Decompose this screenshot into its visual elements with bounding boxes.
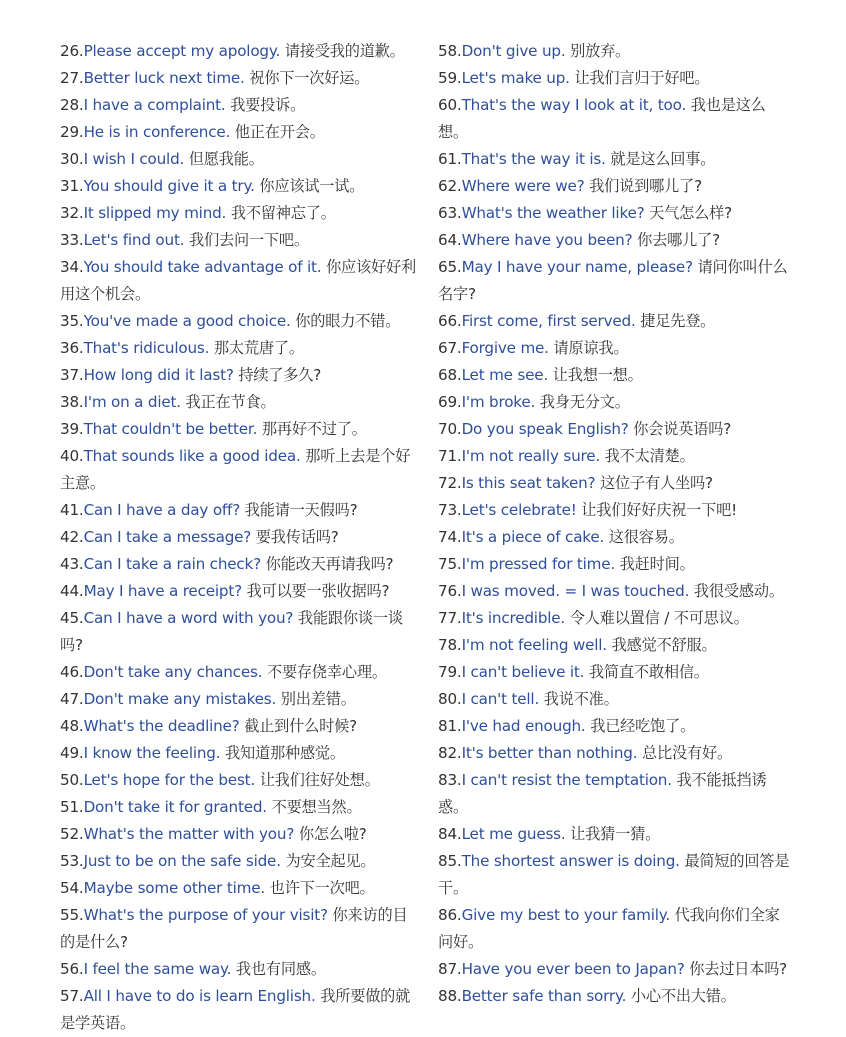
phrase-number: 44. xyxy=(60,582,84,600)
phrase-chinese: 你来访的目的是什么? xyxy=(60,906,408,951)
phrase-item xyxy=(438,713,790,740)
phrase-english: He is in conference. xyxy=(83,123,231,141)
phrase-english: I can't resist the temptation. xyxy=(461,771,672,789)
phrase-english: It's better than nothing. xyxy=(461,744,638,762)
phrase-number: 63. xyxy=(438,204,462,222)
phrase-number: 73. xyxy=(438,501,462,519)
phrase-item xyxy=(60,578,416,605)
phrase-item xyxy=(438,254,790,308)
phrase-english: Let's hope for the best. xyxy=(83,771,256,789)
phrase-item xyxy=(60,254,416,308)
phrase-english: I've had enough. xyxy=(461,717,586,735)
phrase-item xyxy=(438,227,790,254)
phrase-english: Maybe some other time. xyxy=(83,879,265,897)
phrase-number: 62. xyxy=(438,177,462,195)
phrase-english: I was moved. = I was touched. xyxy=(461,582,690,600)
phrase-chinese: 我感觉不舒服。 xyxy=(611,636,717,654)
phrase-item xyxy=(60,92,416,119)
phrase-chinese: 我不太清楚。 xyxy=(604,447,695,465)
phrase-english: You should take advantage of it. xyxy=(83,258,322,276)
phrase-english: The shortest answer is doing. xyxy=(461,852,680,870)
phrase-chinese: 你会说英语吗? xyxy=(633,420,732,438)
phrase-chinese: 要我传话吗? xyxy=(255,528,339,546)
phrase-english: Just to be on the safe side. xyxy=(83,852,281,870)
phrase-item xyxy=(60,119,416,146)
phrase-chinese: 祝你下一次好运。 xyxy=(249,69,370,87)
phrase-item xyxy=(60,551,416,578)
phrase-chinese: 为安全起见。 xyxy=(285,852,376,870)
phrase-chinese: 不要想当然。 xyxy=(271,798,362,816)
phrase-number: 51. xyxy=(60,798,84,816)
phrase-number: 72. xyxy=(438,474,462,492)
phrase-number: 71. xyxy=(438,447,462,465)
phrase-english: May I have a receipt? xyxy=(83,582,242,600)
phrase-chinese: 我要投诉。 xyxy=(230,96,306,114)
phrase-english: I'm broke. xyxy=(461,393,536,411)
phrase-number: 32. xyxy=(60,204,84,222)
phrase-item xyxy=(60,659,416,686)
phrase-number: 52. xyxy=(60,825,84,843)
phrase-number: 64. xyxy=(438,231,462,249)
phrase-item xyxy=(60,65,416,92)
phrase-number: 53. xyxy=(60,852,84,870)
phrase-number: 81. xyxy=(438,717,462,735)
phrase-item xyxy=(438,659,790,686)
phrase-chinese: 别出差错。 xyxy=(280,690,356,708)
phrase-chinese: 但愿我能。 xyxy=(188,150,264,168)
phrase-english: Can I take a message? xyxy=(83,528,252,546)
phrase-number: 33. xyxy=(60,231,84,249)
phrase-chinese: 天气怎么样? xyxy=(649,204,732,222)
phrase-number: 66. xyxy=(438,312,462,330)
phrase-chinese: 他正在开会。 xyxy=(234,123,325,141)
phrase-number: 39. xyxy=(60,420,84,438)
phrase-item xyxy=(438,578,790,605)
phrase-number: 54. xyxy=(60,879,84,897)
phrase-number: 65. xyxy=(438,258,462,276)
phrase-number: 82. xyxy=(438,744,462,762)
phrase-chinese: 我知道那种感觉。 xyxy=(225,744,345,762)
phrase-number: 37. xyxy=(60,366,84,384)
phrase-item xyxy=(438,389,790,416)
phrase-chinese: 最简短的回答是干。 xyxy=(438,852,790,897)
phrase-english: Give my best to your family. xyxy=(461,906,670,924)
phrase-chinese: 也许下一次吧。 xyxy=(269,879,375,897)
phrase-english: Where were we? xyxy=(461,177,585,195)
phrase-number: 38. xyxy=(60,393,84,411)
phrase-chinese: 我能跟你谈一谈吗? xyxy=(60,609,403,654)
phrase-english: You should give it a try. xyxy=(83,177,255,195)
phrase-number: 74. xyxy=(438,528,462,546)
phrase-english: I have a complaint. xyxy=(83,96,226,114)
phrase-chinese: 我赶时间。 xyxy=(619,555,695,573)
phrase-chinese: 我们说到哪儿了? xyxy=(589,177,702,195)
phrase-item xyxy=(438,335,790,362)
phrase-chinese: 我身无分文。 xyxy=(539,393,630,411)
phrase-number: 83. xyxy=(438,771,462,789)
phrase-english: It slipped my mind. xyxy=(83,204,227,222)
phrase-chinese: 我能请一天假吗? xyxy=(244,501,358,519)
phrase-item xyxy=(60,362,416,389)
phrase-number: 29. xyxy=(60,123,84,141)
phrase-number: 42. xyxy=(60,528,84,546)
phrase-english: That's ridiculous. xyxy=(83,339,210,357)
phrase-english: I'm not feeling well. xyxy=(461,636,607,654)
phrase-number: 59. xyxy=(438,69,462,87)
phrase-english: What's the purpose of your visit? xyxy=(83,906,328,924)
phrase-item xyxy=(60,956,416,983)
phrase-number: 79. xyxy=(438,663,462,681)
phrase-english: It's incredible. xyxy=(461,609,566,627)
phrase-item xyxy=(60,497,416,524)
phrase-number: 67. xyxy=(438,339,462,357)
phrase-number: 80. xyxy=(438,690,462,708)
phrase-item xyxy=(438,65,790,92)
phrase-chinese: 让我想一想。 xyxy=(552,366,643,384)
phrase-chinese: 那听上去是个好主意。 xyxy=(60,447,411,492)
phrase-number: 46. xyxy=(60,663,84,681)
phrase-item xyxy=(60,686,416,713)
phrase-item xyxy=(438,470,790,497)
phrase-chinese: 我简直不敢相信。 xyxy=(588,663,709,681)
phrase-chinese: 那太荒唐了。 xyxy=(213,339,304,357)
phrase-english: Don't give up. xyxy=(461,42,566,60)
phrase-number: 75. xyxy=(438,555,462,573)
phrase-item xyxy=(60,983,416,1037)
phrase-number: 78. xyxy=(438,636,462,654)
phrase-item xyxy=(438,632,790,659)
phrase-english: I know the feeling. xyxy=(83,744,221,762)
phrase-item xyxy=(60,227,416,254)
phrase-item xyxy=(438,740,790,767)
phrase-chinese: 不要存侥幸心理。 xyxy=(266,663,387,681)
phrase-chinese: 让我猜一猜。 xyxy=(570,825,661,843)
phrase-number: 50. xyxy=(60,771,84,789)
phrase-number: 49. xyxy=(60,744,84,762)
phrase-number: 28. xyxy=(60,96,84,114)
phrase-item xyxy=(438,956,790,983)
phrase-item xyxy=(60,146,416,173)
phrase-item xyxy=(60,875,416,902)
phrase-item xyxy=(60,173,416,200)
phrase-english: Have you ever been to Japan? xyxy=(461,960,685,978)
phrase-chinese: 别放弃。 xyxy=(570,42,631,60)
phrase-english: Let's celebrate! xyxy=(461,501,577,519)
phrase-number: 86. xyxy=(438,906,462,924)
phrase-number: 35. xyxy=(60,312,84,330)
phrase-number: 30. xyxy=(60,150,84,168)
phrase-number: 87. xyxy=(438,960,462,978)
phrase-chinese: 你能改天再请我吗? xyxy=(265,555,394,573)
phrase-english: I'm on a diet. xyxy=(83,393,181,411)
phrase-item xyxy=(60,821,416,848)
phrase-chinese: 请问你叫什么名字? xyxy=(438,258,788,303)
phrase-english: You've made a good choice. xyxy=(83,312,291,330)
phrase-number: 84. xyxy=(438,825,462,843)
phrase-english: Better safe than sorry. xyxy=(461,987,627,1005)
phrase-english: That's the way it is. xyxy=(461,150,606,168)
phrase-number: 56. xyxy=(60,960,84,978)
phrase-item xyxy=(60,416,416,443)
phrase-item xyxy=(60,740,416,767)
phrase-chinese: 我也是这么想。 xyxy=(438,96,766,141)
phrase-english: I can't believe it. xyxy=(461,663,585,681)
phrase-number: 36. xyxy=(60,339,84,357)
phrase-english: Let me see. xyxy=(461,366,549,384)
phrase-number: 57. xyxy=(60,987,84,1005)
phrase-number: 85. xyxy=(438,852,462,870)
phrase-item xyxy=(438,686,790,713)
phrase-english: That couldn't be better. xyxy=(83,420,258,438)
phrase-item xyxy=(438,983,790,1010)
phrase-number: 60. xyxy=(438,96,462,114)
phrase-english: Can I take a rain check? xyxy=(83,555,262,573)
phrase-chinese: 总比没有好。 xyxy=(642,744,732,762)
phrase-english: What's the weather like? xyxy=(461,204,645,222)
phrase-english: May I have your name, please? xyxy=(461,258,693,276)
phrase-english: How long did it last? xyxy=(83,366,234,384)
phrase-item xyxy=(60,794,416,821)
phrase-item xyxy=(438,416,790,443)
phrase-chinese: 我正在节食。 xyxy=(185,393,276,411)
phrase-item xyxy=(438,308,790,335)
phrase-chinese: 截止到什么时候? xyxy=(244,717,357,735)
phrase-english: Better luck next time. xyxy=(83,69,245,87)
phrase-number: 70. xyxy=(438,420,462,438)
phrase-english: Can I have a word with you? xyxy=(83,609,294,627)
phrase-chinese: 你应该试一试。 xyxy=(259,177,365,195)
phrase-chinese: 你怎么啦? xyxy=(298,825,367,843)
phrase-number: 34. xyxy=(60,258,84,276)
phrase-chinese: 我们去问一下吧。 xyxy=(188,231,309,249)
phrase-chinese: 你应该好好利用这个机会。 xyxy=(60,258,416,303)
phrase-item xyxy=(438,497,790,524)
phrase-english: I can't tell. xyxy=(461,690,540,708)
phrase-number: 55. xyxy=(60,906,84,924)
phrase-chinese: 你去过日本吗? xyxy=(689,960,788,978)
phrase-number: 68. xyxy=(438,366,462,384)
phrase-english: Where have you been? xyxy=(461,231,633,249)
phrase-item xyxy=(438,200,790,227)
phrase-item xyxy=(438,821,790,848)
phrase-chinese: 小心不出大错。 xyxy=(630,987,736,1005)
phrase-item xyxy=(60,335,416,362)
phrase-item xyxy=(60,308,416,335)
phrase-item xyxy=(438,848,790,902)
phrase-item xyxy=(438,524,790,551)
phrase-chinese: 我所要做的就是学英语。 xyxy=(60,987,411,1032)
phrase-english: That sounds like a good idea. xyxy=(83,447,301,465)
phrase-number: 47. xyxy=(60,690,84,708)
phrase-chinese: 捷足先登。 xyxy=(640,312,716,330)
phrase-english: Don't take it for granted. xyxy=(83,798,267,816)
phrase-chinese: 请原谅我。 xyxy=(553,339,629,357)
phrase-chinese: 这位子有人坐吗? xyxy=(600,474,713,492)
phrase-number: 41. xyxy=(60,501,84,519)
phrase-item xyxy=(438,173,790,200)
phrase-item xyxy=(438,38,790,65)
phrase-chinese: 我可以要一张收据吗? xyxy=(246,582,390,600)
phrase-item xyxy=(60,713,416,740)
phrase-chinese: 代我向你们全家问好。 xyxy=(438,906,780,951)
phrase-number: 58. xyxy=(438,42,462,60)
phrase-chinese: 就是这么回事。 xyxy=(610,150,716,168)
phrase-english: What's the deadline? xyxy=(83,717,240,735)
phrase-english: Is this seat taken? xyxy=(461,474,596,492)
phrase-chinese: 我说不准。 xyxy=(543,690,619,708)
phrase-english: I'm not really sure. xyxy=(461,447,600,465)
phrase-english: Forgive me. xyxy=(461,339,549,357)
phrase-item xyxy=(60,767,416,794)
phrase-item xyxy=(438,767,790,821)
phrase-english: Do you speak English? xyxy=(461,420,629,438)
phrase-chinese: 持续了多久? xyxy=(238,366,322,384)
phrase-item xyxy=(438,605,790,632)
phrase-chinese: 你去哪儿了? xyxy=(637,231,720,249)
phrase-number: 77. xyxy=(438,609,462,627)
phrase-number: 76. xyxy=(438,582,462,600)
phrase-english: What's the matter with you? xyxy=(83,825,295,843)
phrase-chinese: 我已经吃饱了。 xyxy=(590,717,696,735)
phrase-item xyxy=(60,443,416,497)
phrase-item xyxy=(438,902,790,956)
phrase-chinese: 令人难以置信 / 不可思议。 xyxy=(569,609,749,627)
phrase-chinese: 让我们言归于好吧。 xyxy=(574,69,710,87)
phrase-chinese: 这很容易。 xyxy=(608,528,684,546)
phrase-chinese: 我不留神忘了。 xyxy=(230,204,336,222)
phrase-item xyxy=(438,551,790,578)
phrase-english: Let me guess. xyxy=(461,825,566,843)
phrase-item xyxy=(60,902,416,956)
phrase-number: 26. xyxy=(60,42,84,60)
phrase-item xyxy=(438,92,790,146)
phrase-item xyxy=(60,605,416,659)
phrase-english: I'm pressed for time. xyxy=(461,555,616,573)
phrase-chinese: 我不能抵挡诱惑。 xyxy=(438,771,767,816)
phrase-english: Let's make up. xyxy=(461,69,570,87)
phrase-chinese: 让我们往好处想。 xyxy=(259,771,380,789)
phrase-number: 61. xyxy=(438,150,462,168)
phrase-item xyxy=(60,524,416,551)
phrase-english: Let's find out. xyxy=(83,231,185,249)
phrase-english: All I have to do is learn English. xyxy=(83,987,316,1005)
phrase-item xyxy=(438,443,790,470)
phrase-english: Don't make any mistakes. xyxy=(83,690,277,708)
phrase-chinese: 你的眼力不错。 xyxy=(295,312,401,330)
phrase-english: That's the way I look at it, too. xyxy=(461,96,687,114)
phrase-number: 88. xyxy=(438,987,462,1005)
phrase-chinese: 请接受我的道歉。 xyxy=(284,42,405,60)
phrase-english: Don't take any chances. xyxy=(83,663,263,681)
phrase-number: 31. xyxy=(60,177,84,195)
phrase-item xyxy=(60,389,416,416)
phrase-item xyxy=(60,200,416,227)
phrase-item xyxy=(60,848,416,875)
phrase-number: 27. xyxy=(60,69,84,87)
phrase-english: Can I have a day off? xyxy=(83,501,241,519)
phrase-english: Please accept my apology. xyxy=(83,42,281,60)
phrase-number: 40. xyxy=(60,447,84,465)
phrase-english: I wish I could. xyxy=(83,150,185,168)
phrase-number: 69. xyxy=(438,393,462,411)
phrase-number: 45. xyxy=(60,609,84,627)
phrase-number: 48. xyxy=(60,717,84,735)
phrase-english: It's a piece of cake. xyxy=(461,528,605,546)
phrase-item xyxy=(438,146,790,173)
phrase-chinese: 我也有同感。 xyxy=(235,960,326,978)
phrase-english: First come, first served. xyxy=(461,312,636,330)
phrase-chinese: 我很受感动。 xyxy=(693,582,784,600)
phrase-chinese: 让我们好好庆祝一下吧! xyxy=(581,501,738,519)
phrase-english: I feel the same way. xyxy=(83,960,232,978)
phrase-item xyxy=(438,362,790,389)
phrase-chinese: 那再好不过了。 xyxy=(261,420,367,438)
left-column xyxy=(60,38,416,1037)
right-column xyxy=(438,38,790,1010)
phrase-item xyxy=(60,38,416,65)
phrase-number: 43. xyxy=(60,555,84,573)
